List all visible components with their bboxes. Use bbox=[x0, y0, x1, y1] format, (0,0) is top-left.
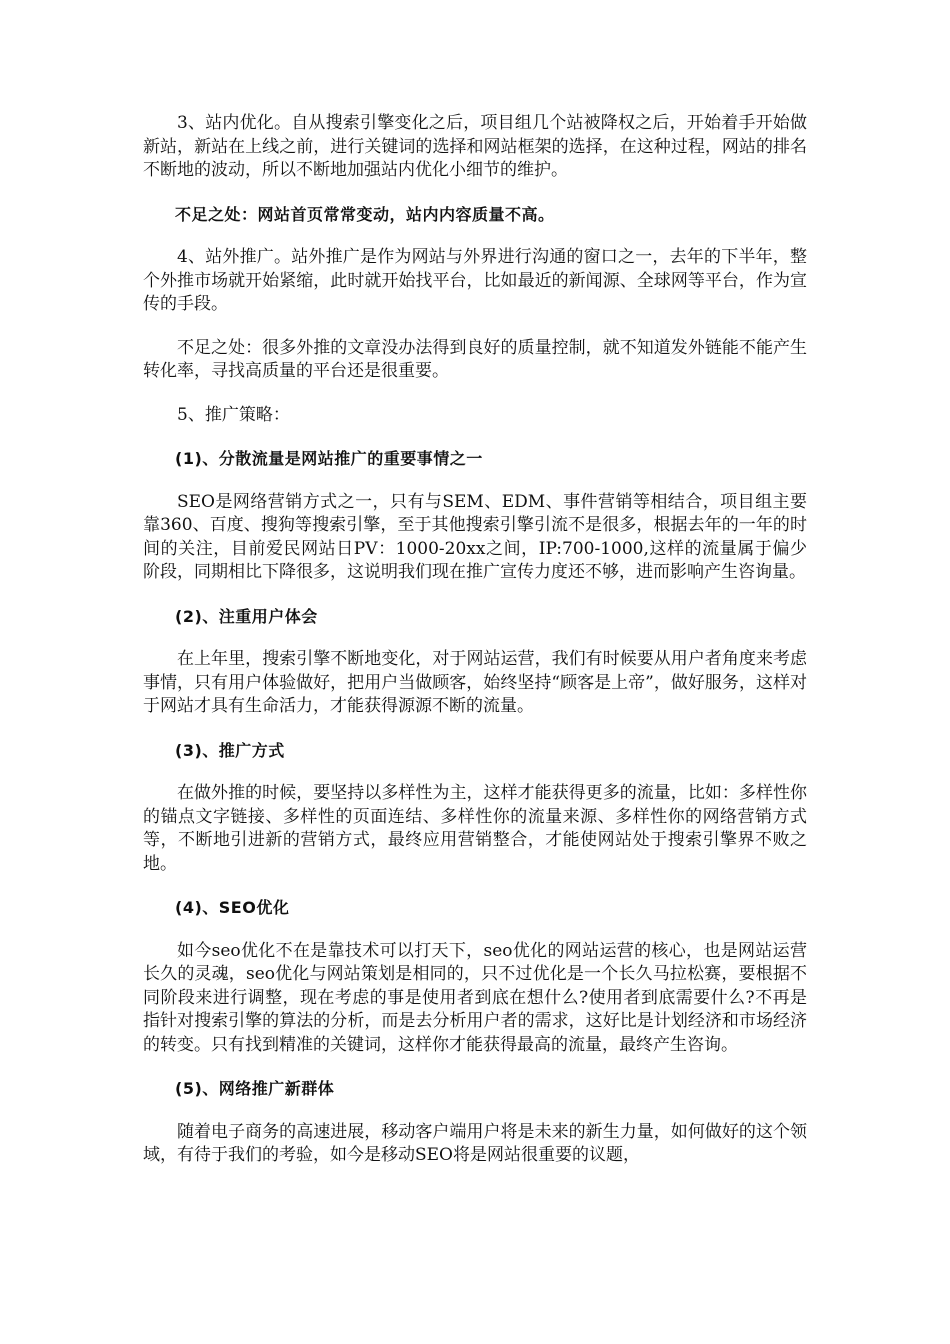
paragraph-offsite-shortcomings: 不足之处：很多外推的文章没办法得到良好的质量控制，就不知道发外链能不能产生转化率，寻找高质量的平台还是很重要。 bbox=[143, 337, 807, 381]
paragraph-strategy-heading: 5、推广策略： bbox=[177, 404, 290, 425]
subheading-promotion-methods: (3)、推广方式 bbox=[175, 740, 285, 760]
paragraph-onsite-shortcomings: 不足之处：网站首页常常变动，站内内容质量不高。 bbox=[175, 204, 555, 224]
subheading-seo-optimization: (4)、SEO优化 bbox=[175, 898, 290, 917]
document-body bbox=[143, 112, 807, 1188]
paragraph-offsite-promotion: 4、站外推广。站外推广是作为网站与外界进行沟通的窗口之一，去年的下半年，整个外推市场就开始紧缩，此时就开始找平台，比如最近的新闻源、全球网等平台，作为宣传的手段。 bbox=[143, 247, 807, 314]
subheading-new-audience: (5)、网络推广新群体 bbox=[175, 1079, 335, 1098]
subheading-user-experience: (2)、注重用户体会 bbox=[175, 606, 318, 626]
paragraph-promotion-methods: 在做外推的时候，要坚持以多样性为主，这样才能获得更多的流量，比如：多样性你的锚点文字链接、多样性的页面连结、多样性你的流量来源、多样性你的网络营销方式等，不断地引进新的营销方式，最终应用营销整合，才能使网站处于搜索引擎界不败之地。 bbox=[143, 783, 807, 874]
paragraph-seo-traffic: SEO是网络营销方式之一，只有与SEM、EDM、事件营销等相结合，项目组主要靠360、百度、搜狗等搜索引擎，至于其他搜索引擎引流不是很多，根据去年的一年的时间的关注，目前爱民网站日PV：1000-20xx之间，IP:700-1000,这样的流量属于偏少阶段，同期相比下降很多，这说明我们现在推广宣传力度还不够，进而影响产生咨询量。 bbox=[143, 491, 807, 582]
paragraph-new-audience: 随着电子商务的高速进展，移动客户端用户将是未来的新生力量，如何做好的这个领域，有待于我们的考验，如今是移动SEO将是网站很重要的议题， bbox=[143, 1121, 807, 1165]
paragraph-seo-optimization: 如今seo优化不在是靠技术可以打天下，seo优化的网站运营的核心，也是网站运营长久的灵魂，seo优化与网站策划是相同的，只不过优化是一个长久马拉松赛，要根据不同阶段来进行调整，现在考虑的事是使用者到底在想什么?使用者到底需要什么?不再是指针对搜索引擎的算法的分析，而是去分析用户者的需求，这好比是计划经济和市场经济的转变。只有找到精准的关键词，这样你才能获得最高的流量，最终产生咨询。 bbox=[143, 940, 807, 1055]
paragraph-user-experience: 在上年里，搜索引擎不断地变化，对于网站运营，我们有时候要从用户者角度来考虑事情，只有用户体验做好，把用户当做顾客，始终坚持“顾客是上帝”，做好服务，这样对于网站才具有生命活力，才能获得源源不断的流量。 bbox=[143, 649, 807, 716]
paragraph-onsite-optimization: 3、站内优化。自从搜索引擎变化之后，项目组几个站被降权之后，开始着手开始做新站，新站在上线之前，进行关键词的选择和网站框架的选择，在这种过程，网站的排名不断地的波动，所以不断地加强站内优化小细节的维护。 bbox=[143, 113, 807, 180]
subheading-traffic-distribution: (1)、分散流量是网站推广的重要事情之一 bbox=[175, 449, 483, 468]
